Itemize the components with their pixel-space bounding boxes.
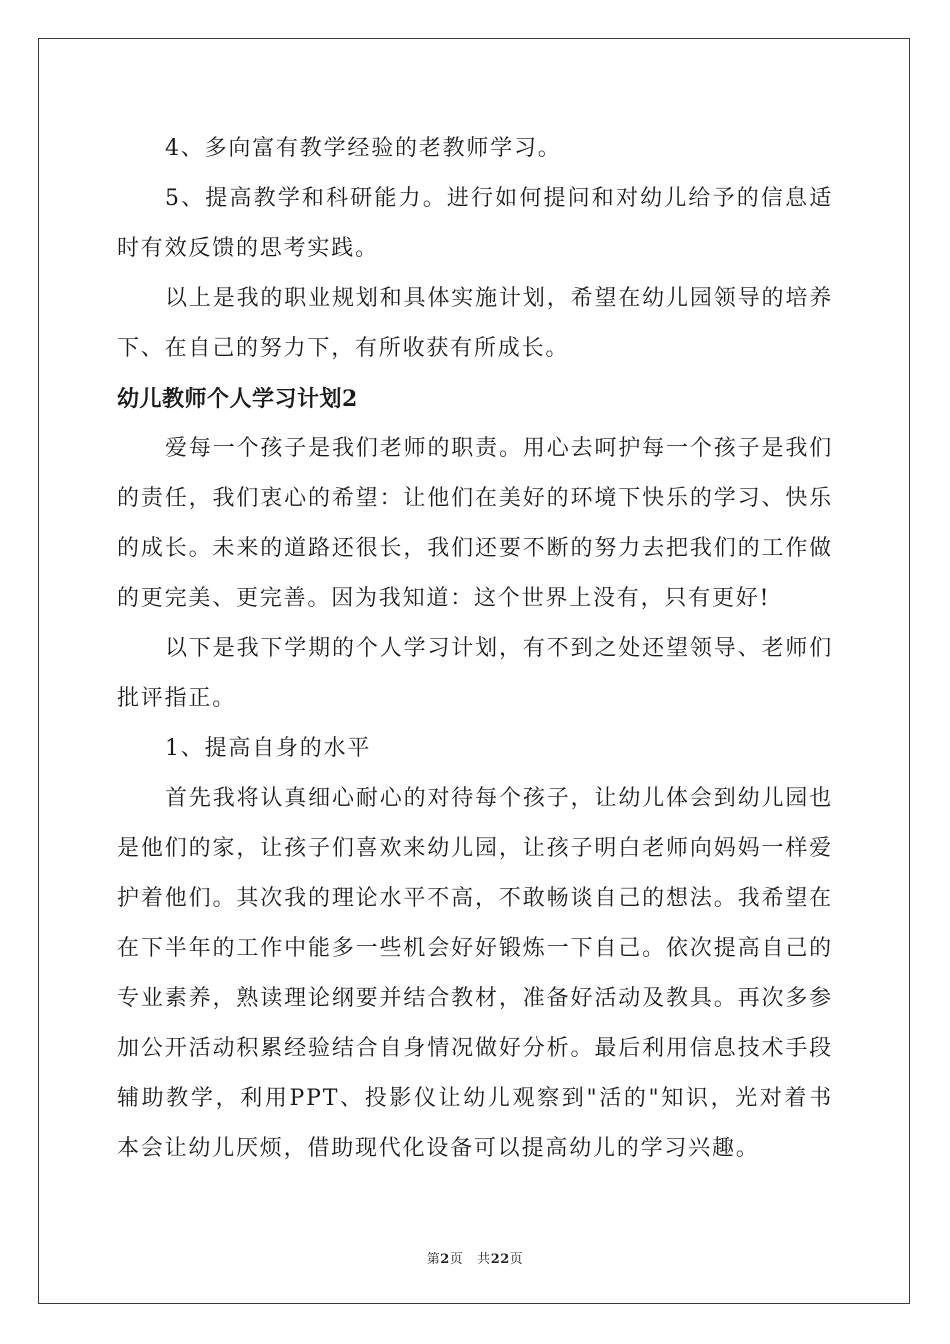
document-body (117, 124, 833, 1174)
paragraph: 4、多向富有教学经验的老教师学习。 (165, 136, 562, 161)
paragraph: 首先我将认真细心耐心的对待每个孩子，让幼儿体会到幼儿园也是他们的家，让孩子们喜欢来幼儿园，让孩子明白老师向妈妈一样爱护着他们。其次我的理论水平不高，不敢畅谈自己的想法。我希望在在下半年的工作中能多一些机会好好锻炼一下自己。依次提高自己的专业素养，熟读理论纲要并结合教材，准备好活动及教具。再次多参加公开活动积累经验结合自身情况做好分析。最后利用信息技术手段辅助教学，利用PPT、投影仪让幼儿观察到"活的"知识，光对着书本会让幼儿厌烦，借助现代化设备可以提高幼儿的学习兴趣。 (117, 786, 833, 1161)
total-prefix: 共 (477, 1252, 491, 1267)
paragraph: 爱每一个孩子是我们老师的职责。用心去呵护每一个孩子是我们的责任，我们衷心的希望：让他们在美好的环境下快乐的学习、快乐的成长。未来的道路还很长，我们还要不断的努力去把我们的工作做的更完美、更完善。因为我知道：这个世界上没有，只有更好! (117, 436, 833, 611)
paragraph: 以上是我的职业规划和具体实施计划，希望在幼儿园领导的培养下、在自己的努力下，有所收获有所成长。 (117, 286, 833, 361)
paragraph: 5、提高教学和科研能力。进行如何提问和对幼儿给予的信息适时有效反馈的思考实践。 (117, 186, 833, 261)
page-prefix: 第 (426, 1252, 441, 1267)
page-number: 2 (440, 1252, 450, 1267)
paragraph: 以下是我下学期的个人学习计划，有不到之处还望领导、老师们批评指正。 (117, 636, 833, 711)
total-suffix: 页 (509, 1252, 524, 1267)
page-footer (0, 1248, 950, 1267)
section-title: 幼儿教师个人学习计划2 (117, 386, 358, 412)
total-pages: 22 (490, 1252, 510, 1267)
page-suffix: 页 (449, 1252, 464, 1267)
subheading: 1、提高自身的水平 (165, 736, 372, 761)
